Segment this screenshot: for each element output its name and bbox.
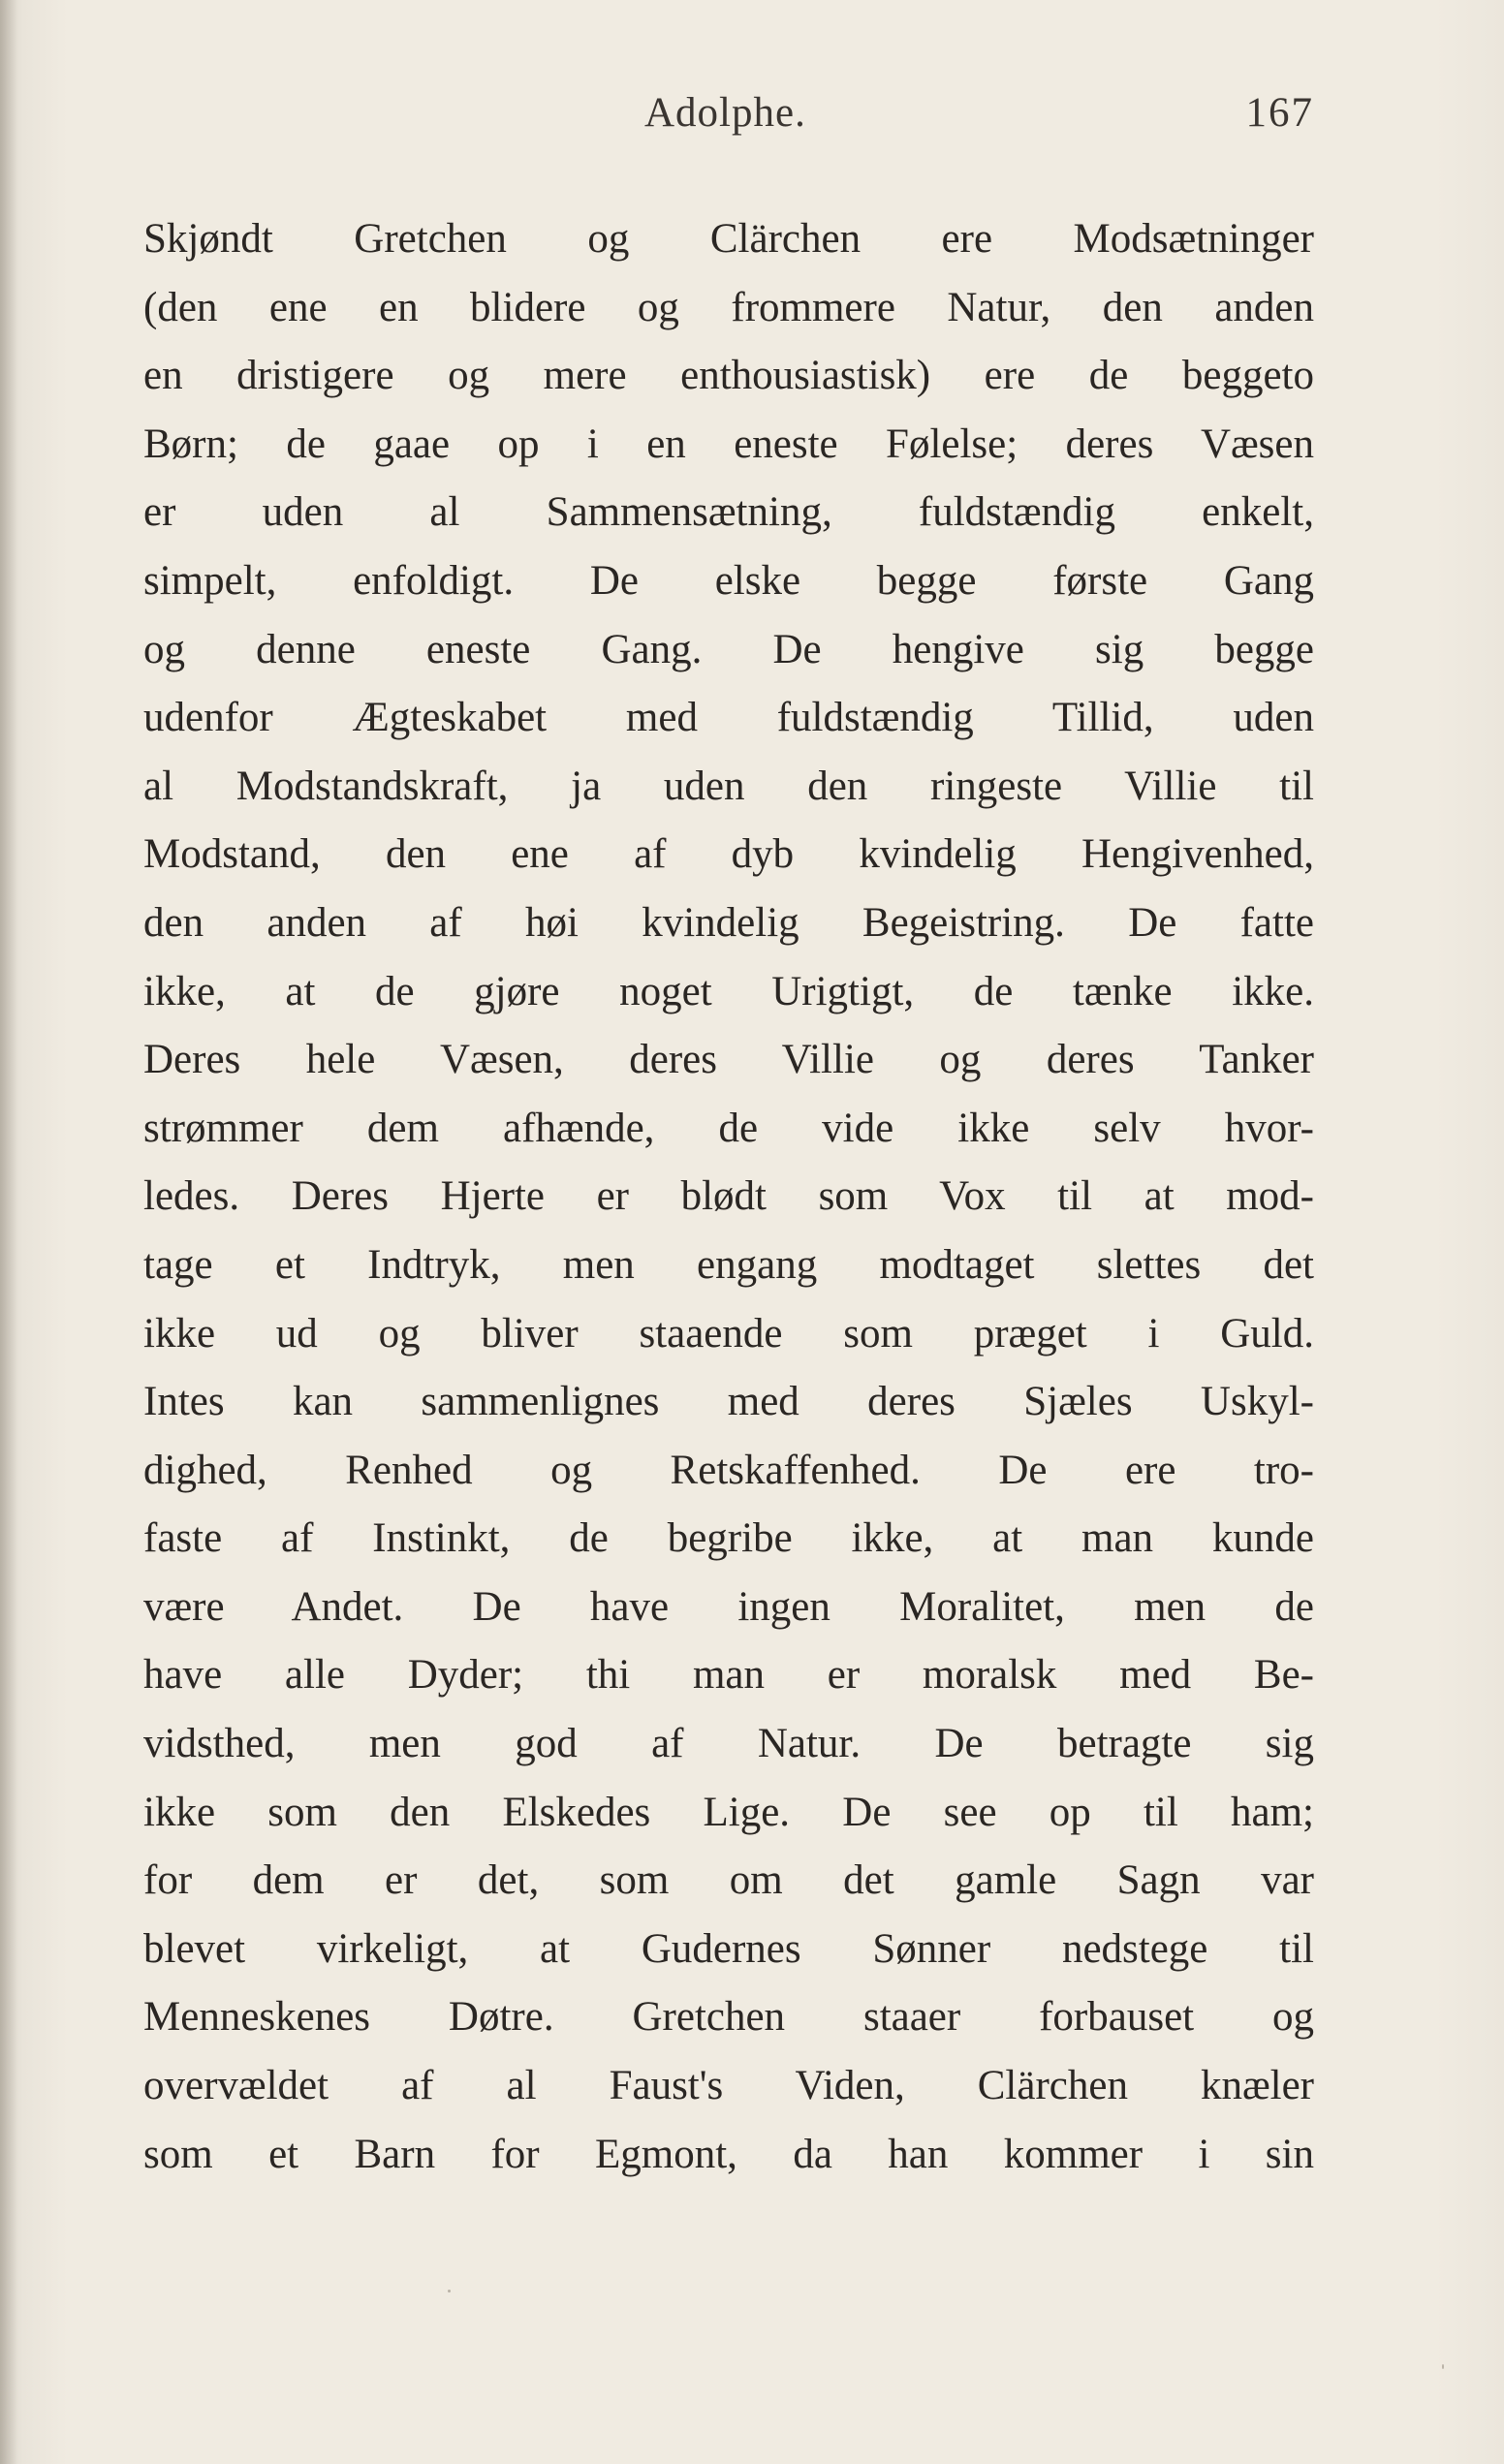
text-line: Menneskenes Døtre. Gretchen staaer forbauset og bbox=[143, 1994, 1314, 2041]
binding-shadow bbox=[0, 0, 17, 2464]
text-line: være Andet. De have ingen Moralitet, men de bbox=[143, 1583, 1314, 1630]
text-line: Skjøndt Gretchen og Clärchen ere Modsætninger bbox=[143, 216, 1314, 262]
text-line: og denne eneste Gang. De hengive sig begge bbox=[143, 626, 1314, 672]
text-line: udenfor Ægteskabet med fuldstændig Tillid, uden bbox=[143, 695, 1314, 741]
running-head-title: Adolphe. bbox=[644, 90, 806, 136]
text-line: er uden al Sammensætning, fuldstændig enkelt, bbox=[143, 489, 1314, 536]
text-line: have alle Dyder; thi man er moralsk med Be- bbox=[143, 1652, 1314, 1699]
text-line: tage et Indtryk, men engang modtaget slettes det bbox=[143, 1241, 1314, 1288]
paper-speck bbox=[448, 2290, 451, 2292]
text-line: strømmer dem afhænde, de vide ikke selv hvor- bbox=[143, 1105, 1314, 1151]
text-line: Børn; de gaae op i en eneste Følelse; deres Væsen bbox=[143, 421, 1314, 467]
body-text bbox=[143, 205, 1314, 2189]
text-line: ikke ud og bliver staaende som præget i Guld. bbox=[143, 1310, 1314, 1357]
text-line: Deres hele Væsen, deres Villie og deres Tanker bbox=[143, 1037, 1314, 1083]
text-line: ikke som den Elskedes Lige. De see op til ham; bbox=[143, 1789, 1314, 1835]
text-line: faste af Instinkt, de begribe ikke, at man kunde bbox=[143, 1515, 1314, 1562]
text-line: ikke, at de gjøre noget Urigtigt, de tænke ikke. bbox=[143, 968, 1314, 1014]
text-line: (den ene en blidere og frommere Natur, den anden bbox=[143, 284, 1314, 330]
running-head bbox=[143, 89, 1314, 147]
text-line: som et Barn for Egmont, da han kommer i sin bbox=[143, 2131, 1314, 2177]
text-line: Intes kan sammenlignes med deres Sjæles Uskyl- bbox=[143, 1379, 1314, 1425]
text-line: ledes. Deres Hjerte er blødt som Vox til at mod- bbox=[143, 1173, 1314, 1220]
text-line: en dristigere og mere enthousiastisk) ere de beggeto bbox=[143, 353, 1314, 399]
text-line: dighed, Renhed og Retskaffenhed. De ere tro- bbox=[143, 1447, 1314, 1493]
text-line: overvældet af al Faust's Viden, Clärchen knæler bbox=[143, 2063, 1314, 2109]
text-line: for dem er det, som om det gamle Sagn var bbox=[143, 1857, 1314, 1904]
paper-speck bbox=[1442, 2364, 1444, 2369]
text-line: al Modstandskraft, ja uden den ringeste Villie til bbox=[143, 763, 1314, 809]
text-line: den anden af høi kvindelig Begeistring. De fatte bbox=[143, 899, 1314, 946]
text-line: Modstand, den ene af dyb kvindelig Hengivenhed, bbox=[143, 831, 1314, 878]
text-line: blevet virkeligt, at Gudernes Sønner nedstege til bbox=[143, 1925, 1314, 1972]
text-line: simpelt, enfoldigt. De elske begge første Gang bbox=[143, 557, 1314, 604]
text-line: vidsthed, men god af Natur. De betragte sig bbox=[143, 1721, 1314, 1767]
page-number: 167 bbox=[1245, 90, 1314, 136]
